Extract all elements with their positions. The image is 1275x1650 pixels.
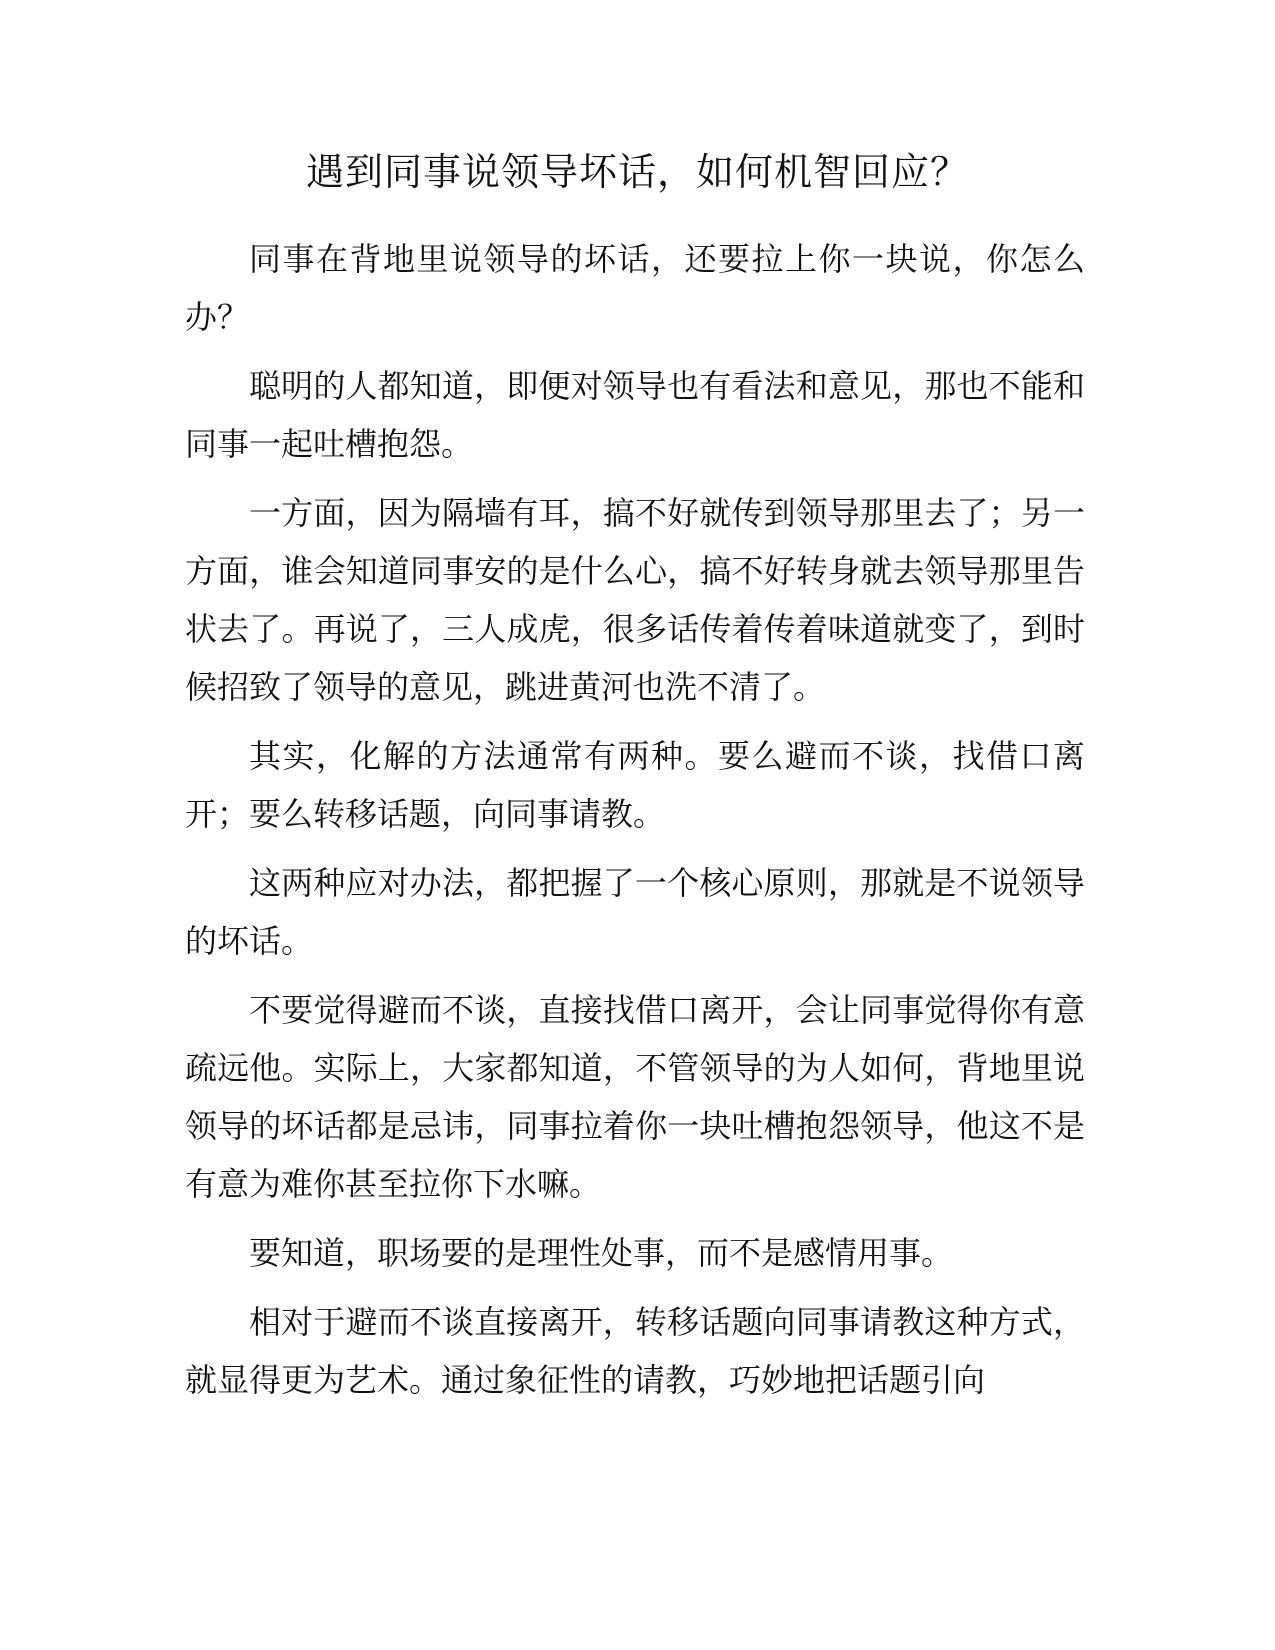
document-body <box>185 230 1085 1420</box>
paragraph-3: 一方面，因为隔墙有耳，搞不好就传到领导那里去了；另一方面，谁会知道同事安的是什么心，搞不好转身就去领导那里告状去了。再说了，三人成虎，很多话传着传着味道就变了，到时候招致了领导的意见，跳进黄河也洗不清了。 <box>185 494 1085 706</box>
paragraph-6: 不要觉得避而不谈，直接找借口离开，会让同事觉得你有意疏远他。实际上，大家都知道，不管领导的为人如何，背地里说领导的坏话都是忌讳，同事拉着你一块吐槽抱怨领导，他这不是有意为难你甚至拉你下水嘛。 <box>185 991 1085 1203</box>
paragraph-1: 同事在背地里说领导的坏话，还要拉上你一块说，你怎么办？ <box>185 240 1085 336</box>
paragraph-7: 要知道，职场要的是理性处事，而不是感情用事。 <box>249 1234 954 1272</box>
paragraph-4: 其实，化解的方法通常有两种。要么避而不谈，找借口离开；要么转移话题，向同事请教。 <box>185 737 1085 833</box>
document-title: 遇到同事说领导坏话，如何机智回应？ <box>305 150 969 194</box>
paragraph-5: 这两种应对办法，都把握了一个核心原则，那就是不说领导的坏话。 <box>185 864 1085 960</box>
paragraph-8: 相对于避而不谈直接离开，转移话题向同事请教这种方式，就显得更为艺术。通过象征性的请教，巧妙地把话题引向 <box>185 1303 1085 1399</box>
paragraph-2: 聪明的人都知道，即便对领导也有看法和意见，那也不能和同事一起吐槽抱怨。 <box>185 367 1085 463</box>
